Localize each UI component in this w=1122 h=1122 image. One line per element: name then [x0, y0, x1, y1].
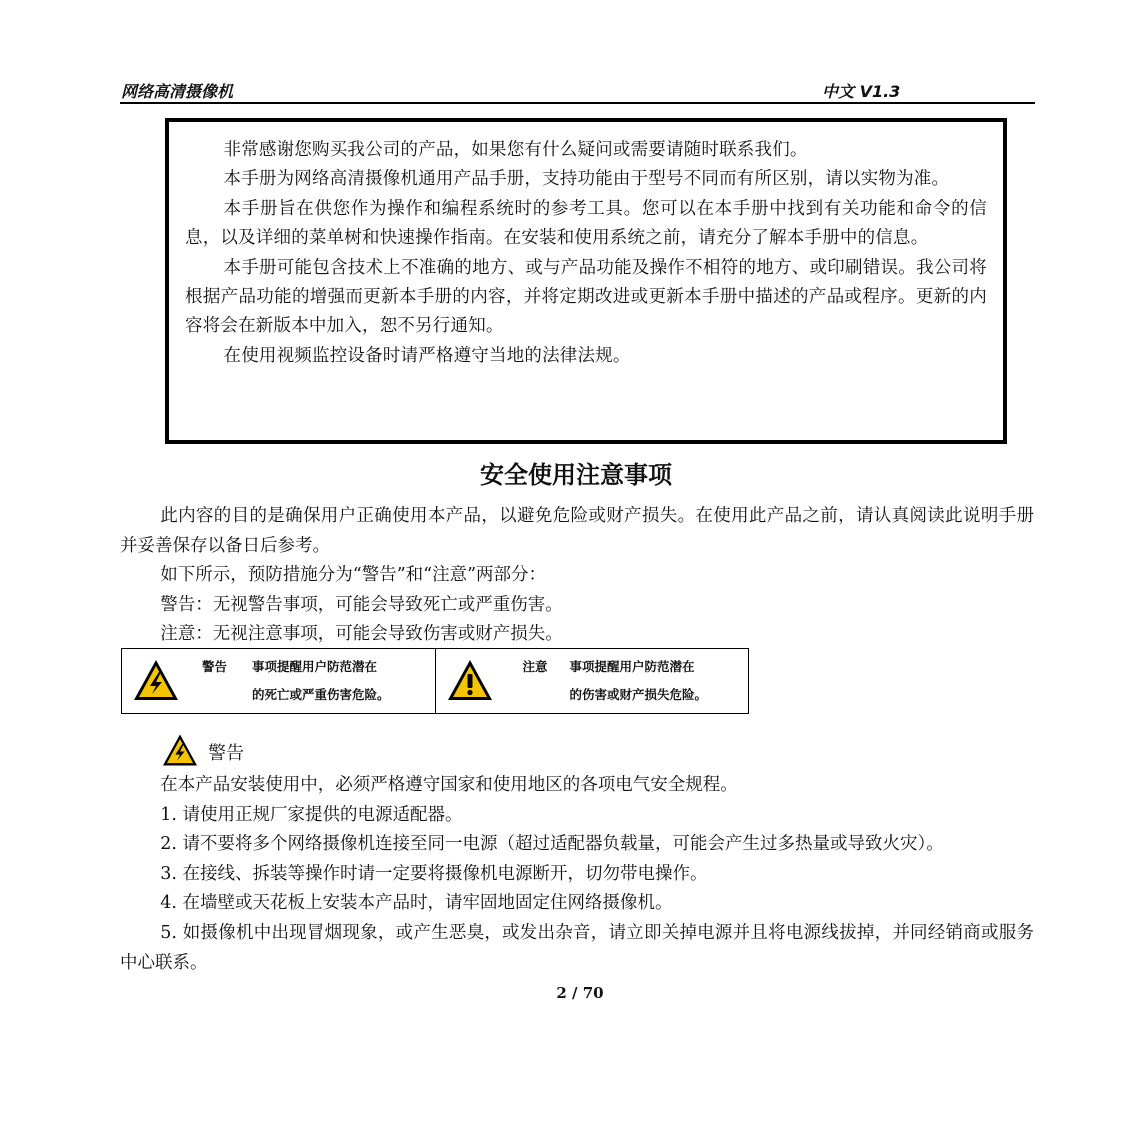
notice-paragraph: 本手册可能包含技术上不准确的地方、或与产品功能及操作不相符的地方、或印刷错误。我公司将根据产品功能的增强而更新本手册的内容，并将定期改进或更新本手册中描述的产品或程序。更新的内容将会在新版本中加入，恕不另行通知。	[185, 257, 987, 337]
warning-list	[120, 771, 1034, 978]
header-divider	[120, 102, 1035, 104]
sign-table	[121, 648, 749, 714]
warning-desc-line2: 的死亡或严重伤害危险。	[252, 687, 390, 702]
caution-desc-line1: 事项提醒用户防范潜在	[569, 659, 695, 674]
list-item: 3. 在接线、拆装等操作时请一定要将摄像机电源断开，切勿带电操作。	[160, 863, 708, 884]
caution-sign-cell	[435, 649, 749, 713]
notice-box	[165, 118, 1007, 444]
warning-intro: 在本产品安装使用中，必须严格遵守国家和使用地区的各项电气安全规程。	[160, 775, 738, 795]
header-version: 中文 V1.3	[822, 82, 901, 101]
notice-paragraph: 非常感谢您购买我公司的产品，如果您有什么疑问或需要请随时联系我们。	[223, 140, 808, 160]
intro-paragraph: 如下所示，预防措施分为“警告”和“注意”两部分：	[160, 565, 547, 585]
section-title: 安全使用注意事项	[480, 461, 672, 489]
electric-hazard-icon	[160, 733, 200, 767]
caution-label: 注意	[522, 659, 548, 674]
warning-heading-label: 警告	[208, 743, 244, 764]
list-item: 1. 请使用正规厂家提供的电源适配器。	[160, 804, 463, 825]
warning-sign-cell	[122, 649, 435, 713]
list-item: 4. 在墙壁或天花板上安装本产品时，请牢固地固定住网络摄像机。	[160, 893, 673, 914]
notice-paragraph: 本手册旨在供您作为操作和编程系统时的参考工具。您可以在本手册中找到有关功能和命令的信息，以及详细的菜单树和快速操作指南。在安装和使用系统之前，请充分了解本手册中的信息。	[185, 198, 987, 249]
intro-paragraph: 此内容的目的是确保用户正确使用本产品，以避免危险或财产损失。在使用此产品之前，请认真阅读此说明手册并妥善保存以备日后参考。	[120, 506, 1034, 556]
warning-heading	[160, 733, 244, 767]
notice-paragraph: 在使用视频监控设备时请严格遵守当地的法律法规。	[223, 345, 631, 366]
exclamation-warning-icon	[446, 658, 494, 702]
warning-desc-line1: 事项提醒用户防范潜在	[252, 659, 378, 674]
header-title: 网络高清摄像机	[121, 82, 234, 101]
page-number: 2 / 70	[556, 984, 604, 1002]
warning-label: 警告	[202, 659, 228, 674]
caution-desc-line2: 的伤害或财产损失危险。	[569, 687, 708, 702]
intro-text	[120, 502, 1034, 650]
notice-paragraph: 本手册为网络高清摄像机通用产品手册，支持功能由于型号不同而有所区别，请以实物为准。	[223, 169, 950, 190]
electric-hazard-icon	[132, 658, 180, 702]
intro-paragraph: 警告：无视警告事项，可能会导致死亡或严重伤害。	[160, 594, 563, 615]
intro-paragraph: 注意：无视注意事项，可能会导致伤害或财产损失。	[160, 624, 563, 644]
list-item: 2. 请不要将多个网络摄像机连接至同一电源（超过适配器负载量，可能会产生过多热量或导致火灾）。	[160, 834, 944, 855]
list-item: 5. 如摄像机中出现冒烟现象，或产生恶臭，或发出杂音，请立即关掉电源并且将电源线拔掉，并同经销商或服务中心联系。	[120, 922, 1034, 973]
